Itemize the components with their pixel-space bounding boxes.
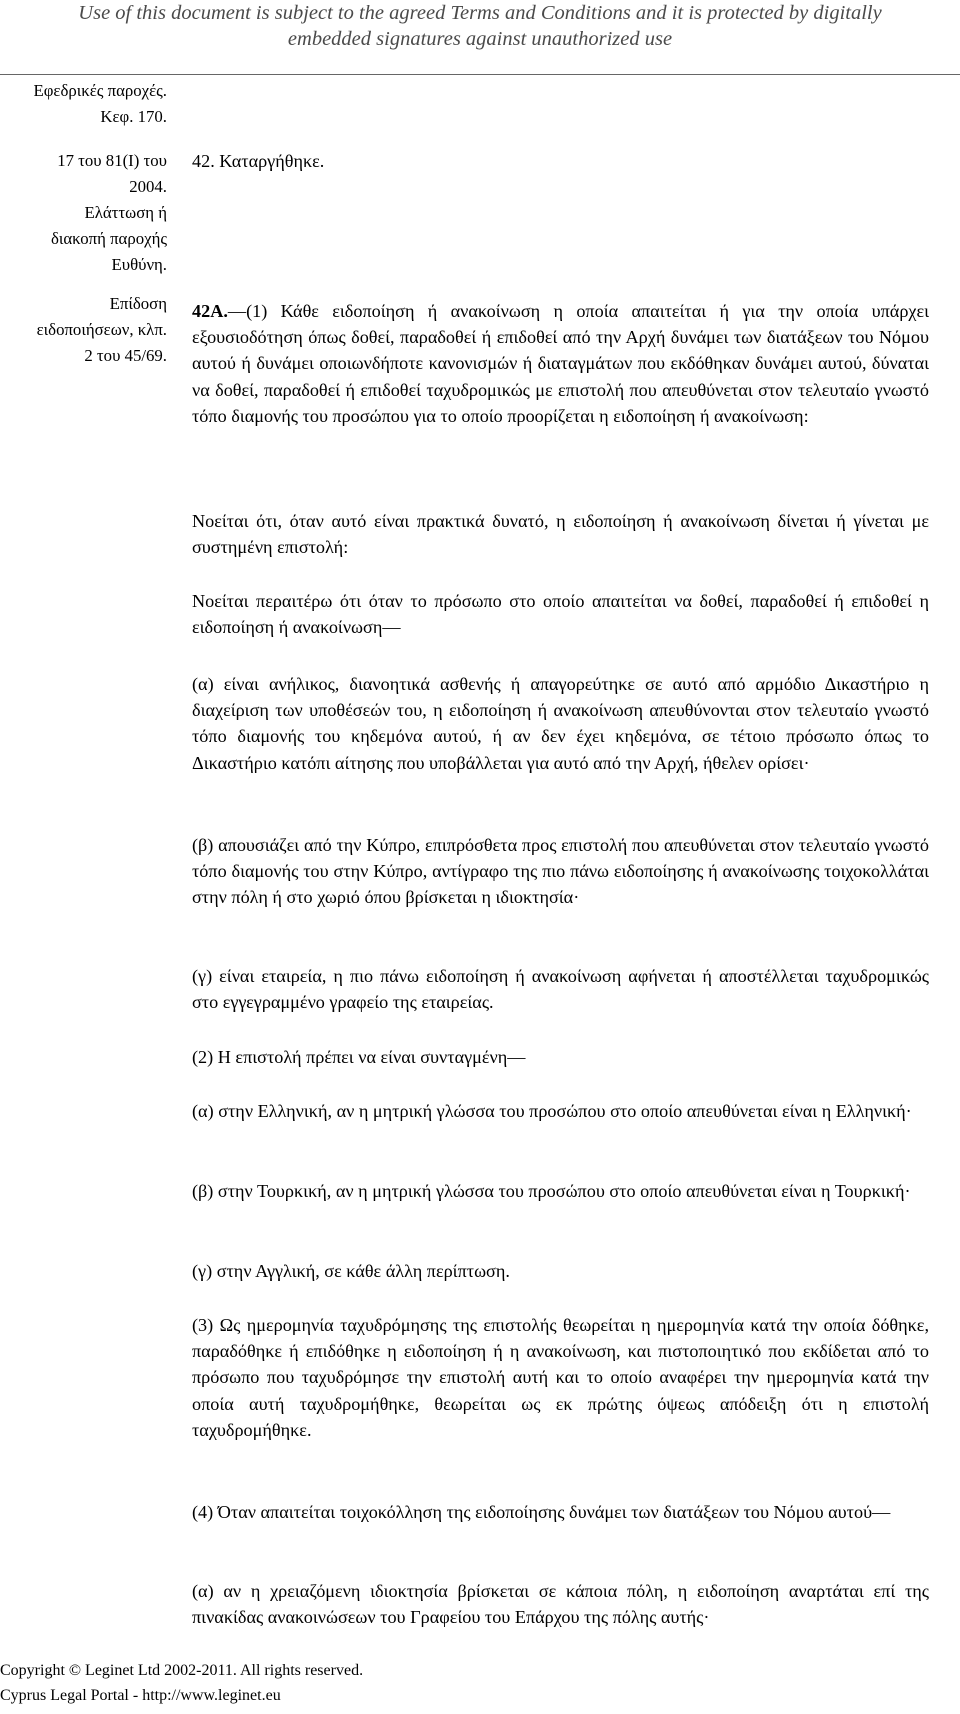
subsection-2-text: (2) Η επιστολή πρέπει να είναι συνταγμένη— xyxy=(192,1047,526,1067)
margin-note-line: Κεφ. 170. xyxy=(100,107,167,126)
section-42a-intro xyxy=(192,298,929,429)
section-42a-intro-text: —(1) Κάθε ειδοποίηση ή ανακοίνωση η οποία απαιτείται ή για την οποία υπάρχει εξουσιοδότηση όπως δοθεί, παραδοθεί ή επιδοθεί από την Αρχή δυνάμει των διατάξεων του Νόμου αυτού ή δυνάμει οποιωνδήποτε κανονισμών ή διαταγμάτων που εκδόθηκαν δυνάμει αυτού, δύναται να δοθεί, παραδοθεί ή επιδοθεί ταχυδρομικώς με επιστολή που απευθύνεται στον τελευταίο γνωστό τόπο διαμονής του προσώπου για το οποίο προορίζεται η ειδοποίηση ή ανακοίνωση: xyxy=(192,301,929,426)
section-42a-label: 42Α. xyxy=(192,301,228,321)
section-42-text: 42. Καταργήθηκε. xyxy=(192,151,325,171)
margin-note-line: 2 του 45/69. xyxy=(84,346,167,365)
header-notice-line2: embedded signatures against unauthorized use xyxy=(287,28,673,50)
margin-note-line: Ευθύνη. xyxy=(111,255,167,274)
proviso-2 xyxy=(192,588,929,640)
margin-note-reserve-benefits xyxy=(0,78,167,130)
section-42a xyxy=(192,298,929,429)
subsection-2-b xyxy=(192,1178,929,1204)
proviso-1-text: Νοείται ότι, όταν αυτό είναι πρακτικά δυνατό, η ειδοποίηση ή ανακοίνωση δίνεται ή γίνεται με συστημένη επιστολή: xyxy=(192,511,929,558)
subsection-2-c xyxy=(192,1258,929,1284)
clause-a xyxy=(192,671,929,776)
clause-b xyxy=(192,832,929,911)
margin-note-line: 17 του 81(Ι) του xyxy=(57,151,167,170)
clause-c xyxy=(192,963,929,1015)
margin-note-line: Εφεδρικές παροχές. xyxy=(33,81,167,100)
subsection-4-text: (4) Όταν απαιτείται τοιχοκόλληση της ειδοποίησης δυνάμει των διατάξεων του Νόμου αυτού— xyxy=(192,1502,891,1522)
header-divider xyxy=(0,74,960,75)
subsection-2-a-text: (α) στην Ελληνική, αν η μητρική γλώσσα του προσώπου στο οποίο απευθύνεται είναι η Ελληνική· xyxy=(192,1101,912,1121)
subsection-3-text: (3) Ως ημερομηνία ταχυδρόμησης της επιστολής θεωρείται η ημερομηνία κατά την οποία δόθηκε, παραδόθηκε ή επιδόθηκε η ειδοποίηση ή η ανακοίνωση, και πιστοποιητικό που εκδίδεται από το πρόσωπο που ταχυδρόμησε την επιστολή αυτή και το οποίο αναφέρει την ημερομηνία κατά την οποία αυτή ταχυδρομήθηκε, θεωρείται ως εκ πρώτης όψεως απόδειξη ότι η επιστολή ταχυδρομήθηκε. xyxy=(192,1315,929,1440)
section-42 xyxy=(192,148,929,174)
subsection-2-b-text: (β) στην Τουρκική, αν η μητρική γλώσσα του προσώπου στο οποίο απευθύνεται είναι η Τουρκική· xyxy=(192,1181,911,1201)
clause-b-text: (β) απουσιάζει από την Κύπρο, επιπρόσθετα προς επιστολή που απευθύνεται στον τελευταίο γνωστό τόπο διαμονής του στην Κύπρο, αντίγραφο της πιο πάνω ειδοποίησης ή ανακοίνωσης τοιχοκολλάται στην πόλη ή στο χωριό όπου βρίσκεται η ιδιοκτησία· xyxy=(192,835,929,908)
margin-note-line: διακοπή παροχής xyxy=(50,229,167,248)
margin-note-service-notices xyxy=(0,291,167,369)
subsection-4-a-text: (α) αν η χρειαζόμενη ιδιοκτησία βρίσκεται σε κάποια πόλη, η ειδοποίηση αναρτάται επί της πινακίδας ανακοινώσεων του Γραφείου του Επάρχου της πόλης αυτής· xyxy=(192,1581,929,1628)
margin-note-reduction-liability xyxy=(0,148,167,278)
subsection-3 xyxy=(192,1312,929,1443)
margin-note-line: Ελάττωση ή xyxy=(84,203,167,222)
document-header xyxy=(0,0,960,72)
subsection-4-a xyxy=(192,1578,929,1630)
margin-note-line: 2004. xyxy=(129,177,167,196)
subsection-2-c-text: (γ) στην Αγγλική, σε κάθε άλλη περίπτωση. xyxy=(192,1261,510,1281)
margin-note-line: Επίδοση xyxy=(109,294,167,313)
proviso-2-text: Νοείται περαιτέρω ότι όταν το πρόσωπο στο οποίο απαιτείται να δοθεί, παραδοθεί ή επιδοθεί η ειδοποίηση ή ανακοίνωση— xyxy=(192,591,929,638)
header-notice-line1: Use of this document is subject to the agreed Terms and Conditions and it is protected by digitally xyxy=(78,2,882,24)
clause-c-text: (γ) είναι εταιρεία, η πιο πάνω ειδοποίηση ή ανακοίνωση αφήνεται ή αποστέλλεται ταχυδρομικώς στο εγγεγραμμένο γραφείο της εταιρείας. xyxy=(192,966,929,1013)
footer-copyright: Copyright © Leginet Ltd 2002-2011. All rights reserved. xyxy=(0,1662,364,1679)
clause-a-text: (α) είναι ανήλικος, διανοητικά ασθενής ή απαγορεύτηκε σε αυτό από αρμόδιο Δικαστήριο η διαχείριση των υποθέσεών του, η ειδοποίηση ή ανακοίνωση απευθύνονται στον τελευταίο γνωστό τόπο διαμονής του κηδεμόνα αυτού, ή αν δεν έχει κηδεμόνα, σε τέτοιο πρόσωπο όπως το Δικαστήριο κατόπι αίτησης που υποβάλλεται για αυτό από την Αρχή, ήθελεν ορίσει· xyxy=(192,674,929,773)
document-footer xyxy=(0,1658,363,1708)
proviso-1 xyxy=(192,508,929,560)
footer-portal-link[interactable]: Cyprus Legal Portal - http://www.leginet.eu xyxy=(0,1687,281,1704)
subsection-2-a xyxy=(192,1098,929,1124)
subsection-4 xyxy=(192,1499,929,1525)
margin-note-line: ειδοποιήσεων, κλπ. xyxy=(36,320,167,339)
subsection-2 xyxy=(192,1044,929,1070)
